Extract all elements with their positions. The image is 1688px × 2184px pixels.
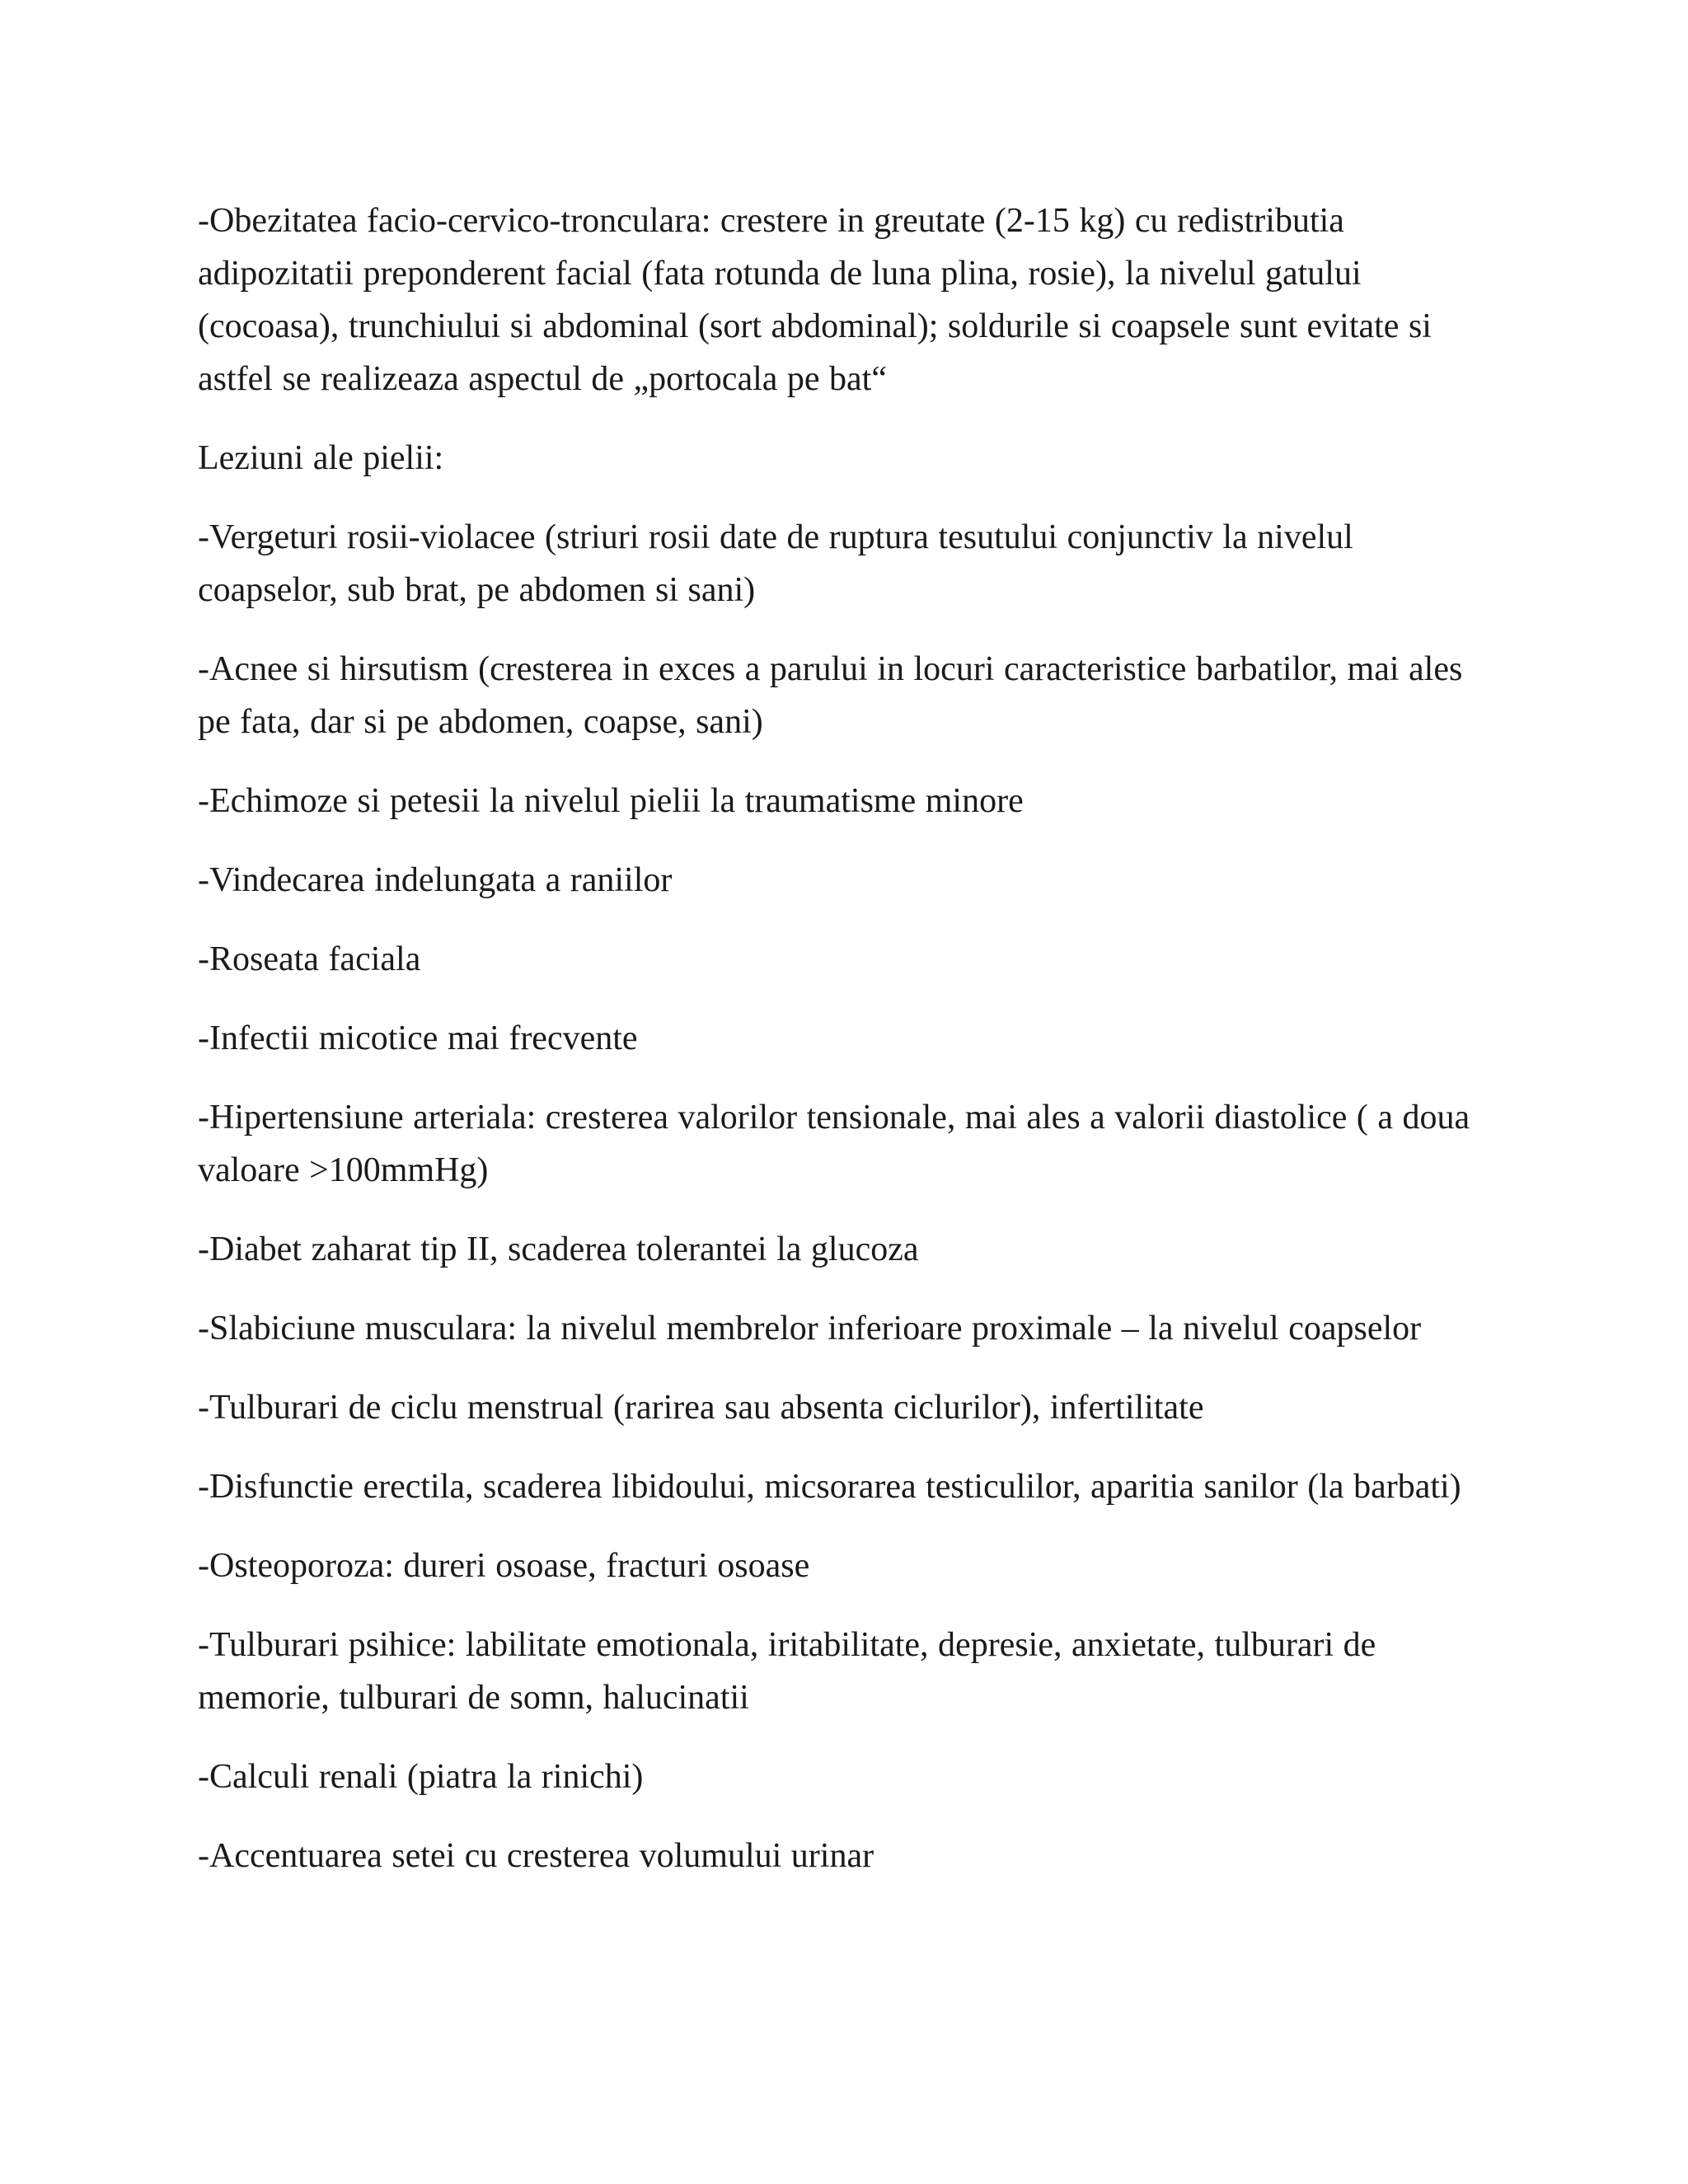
paragraph-diabet: -Diabet zaharat tip II, scaderea tolerantei la glucoza [198, 1230, 919, 1268]
paragraph-disfunctie: -Disfunctie erectila, scaderea libidoului, micsorarea testiculilor, aparitia sanilor (la barbati) [198, 1468, 1461, 1506]
paragraph-osteoporoza: -Osteoporoza: dureri osoase, fracturi osoase [198, 1547, 810, 1585]
paragraph-vindecarea: -Vindecarea indelungata a raniilor [198, 861, 673, 899]
paragraph-slabiciune: -Slabiciune musculara: la nivelul membrelor inferioare proximale – la nivelul coapselor [198, 1310, 1422, 1347]
paragraph-accentuarea: -Accentuarea setei cu cresterea volumului urinar [198, 1837, 874, 1875]
paragraph-leziuni-heading: Leziuni ale pielii: [198, 439, 444, 477]
paragraph-calculi: -Calculi renali (piatra la rinichi) [198, 1758, 644, 1796]
paragraph-acnee: -Acnee si hirsutism (cresterea in exces a parului in locuri caracteristice barbatilor, mai ales pe fata, dar si pe abdomen, coapse, sani) [198, 650, 1463, 741]
paragraph-tulburari-ciclu: -Tulburari de ciclu menstrual (rarirea sau absenta ciclurilor), infertilitate [198, 1389, 1204, 1427]
document-page [198, 194, 1500, 1909]
paragraph-vergeturi: -Vergeturi rosii-violacee (striuri rosii date de ruptura tesutului conjunctiv la nivelul coapselor, sub brat, pe abdomen si sani) [198, 518, 1353, 609]
paragraph-infectii: -Infectii micotice mai frecvente [198, 1019, 638, 1057]
paragraph-echimoze: -Echimoze si petesii la nivelul pielii la traumatisme minore [198, 782, 1024, 820]
paragraph-obezitatea: -Obezitatea facio-cervico-tronculara: crestere in greutate (2-15 kg) cu redistributia adipozitatii preponderent facial (fata rotunda de luna plina, rosie), la nivelul gatului (cocoasa), trunchiului si abdominal (sort abdominal); soldurile si coapsele sunt evitate si astfel se realizeaza aspectul de „portocala pe bat“ [198, 202, 1432, 398]
paragraph-tulburari-psihice: -Tulburari psihice: labilitate emotionala, iritabilitate, depresie, anxietate, tulburari de memorie, tulburari de somn, halucinatii [198, 1626, 1376, 1717]
paragraph-hipertensiune: -Hipertensiune arteriala: cresterea valorilor tensionale, mai ales a valorii diastolice ( a doua valoare >100mmHg) [198, 1099, 1470, 1189]
paragraph-roseata: -Roseata faciala [198, 940, 421, 978]
